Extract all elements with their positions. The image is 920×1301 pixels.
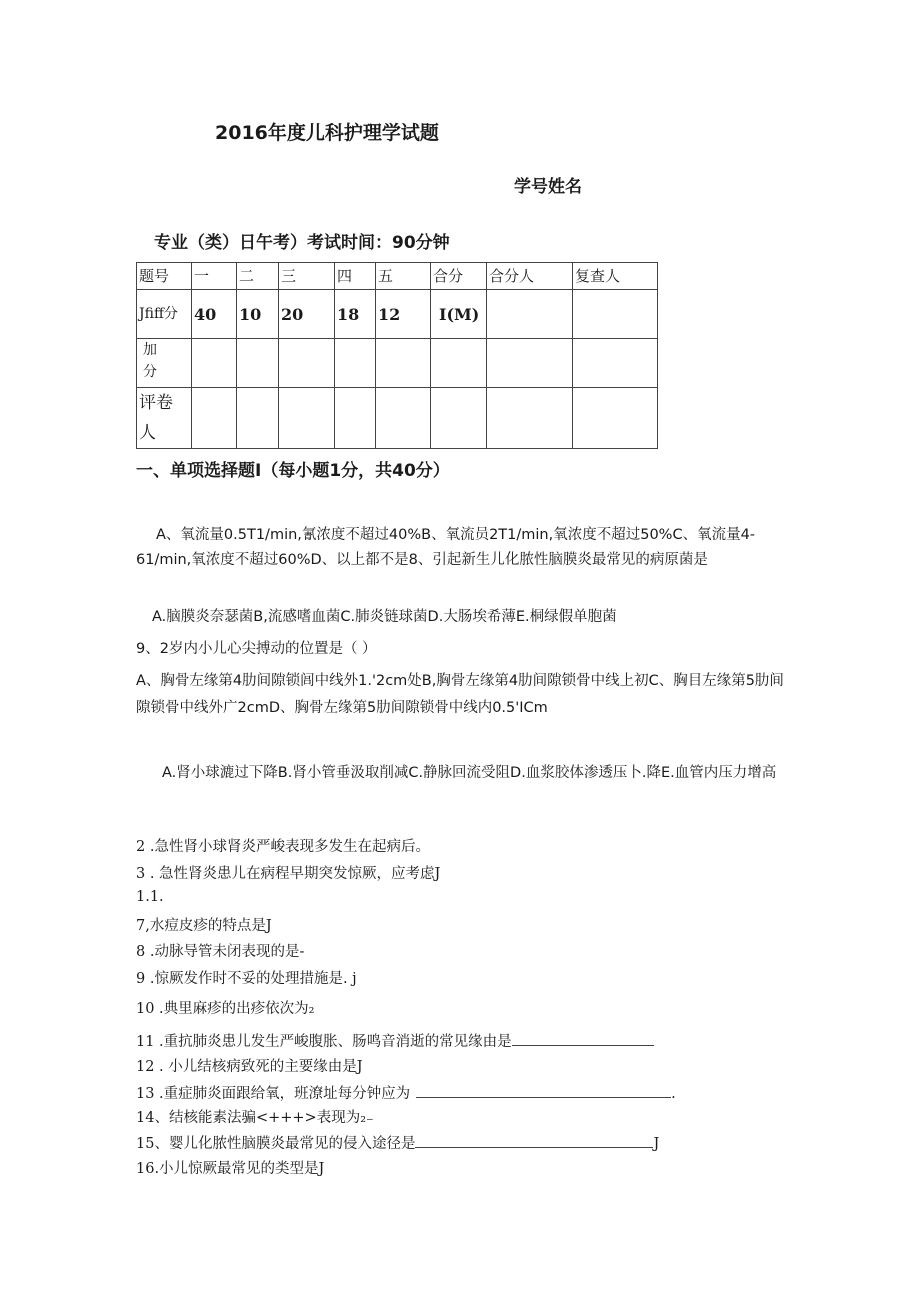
- table-row: [137, 339, 658, 388]
- score-cell: [487, 339, 573, 388]
- header-cell: 四: [335, 263, 376, 290]
- row-label: [137, 388, 192, 449]
- score-table-header-row: [137, 263, 658, 290]
- score-cell: I(M): [431, 290, 487, 339]
- student-id-name-label: 学号姓名: [514, 177, 582, 197]
- row-label: Jfiff分: [137, 290, 192, 339]
- header-cell: 合分: [431, 263, 487, 290]
- score-cell: [487, 388, 573, 449]
- question-options-paragraph: A、氧流量0.5T1∕min,氰浓度不超过40%B、氧流员2T1∕min,氧浓度不超过50%C、氧流量4-61∕min,氧浓度不超过60%D、以上都不是8、引起新生儿化脓性脑膜炎最常见的病原菌是: [136, 527, 756, 568]
- score-cell: 12: [376, 290, 431, 339]
- question-options-paragraph: A.肾小球漉过下降B.肾小管垂汲取削减C.静脉回流受阻D.血浆胶体渗透压卜.降E.血管内压力增高: [162, 765, 777, 781]
- header-cell: 复查人: [573, 263, 658, 290]
- question-9: 9、2岁内小儿心尖搏动的位置是（ ）: [136, 641, 377, 657]
- score-cell: [376, 339, 431, 388]
- score-cell: 18: [335, 290, 376, 339]
- header-cell: 一: [192, 263, 237, 290]
- table-row: [137, 290, 658, 339]
- score-cell: [431, 339, 487, 388]
- section-heading: 一、单项选择题I（每小题1分，共40分）: [136, 461, 450, 481]
- header-cell: 合分人: [487, 263, 573, 290]
- score-cell: 20: [279, 290, 335, 339]
- question-8-options: A.脑膜炎奈瑟菌B,流感嗜血菌C.肺炎链球菌D.大肠埃希薄E.桐绿假单胞菌: [152, 609, 617, 625]
- header-cell: 三: [279, 263, 335, 290]
- fill-question-line: 10 .典里麻疹的出疹依次为₂: [136, 1001, 315, 1017]
- fill-question-line: 3 . 急性肾炎患儿在病程早期突发惊厥，应考虑J: [136, 866, 441, 882]
- header-cell: 五: [376, 263, 431, 290]
- question-text: 11 .重抗肺炎患儿发生严峻腹胀、肠鸣音消逝的常见缘由是: [136, 1034, 512, 1050]
- fill-question-line: 2 .急性肾小球肾炎严峻表现多发生在起病后。: [136, 839, 430, 855]
- fill-question-line: 1.1.: [136, 889, 164, 905]
- question-text: 13 .重症肺炎面跟给氧，班潦址每分钟应为: [136, 1086, 411, 1102]
- score-cell: [431, 388, 487, 449]
- fill-question-line: [136, 1029, 654, 1051]
- fill-question-line: 8 .动脉导管未闭表现的是-: [136, 944, 305, 960]
- answer-blank[interactable]: [512, 1029, 654, 1046]
- header-cell: 题号: [137, 263, 192, 290]
- score-cell: [192, 388, 237, 449]
- score-cell: [237, 339, 279, 388]
- score-cell: [279, 339, 335, 388]
- line-suffix: .: [671, 1086, 676, 1102]
- fill-question-line: 14、结核能素法骗<+++>表现为₂₋: [136, 1110, 374, 1126]
- fill-question-line: 12 . 小儿结核病致死的主要缘由是J: [136, 1059, 363, 1075]
- subject-time-line: 专业（类）日午考）考试时间：90分钟: [154, 233, 450, 253]
- question-text: 15、婴儿化脓性脑膜炎最常见的侵入途径是: [136, 1136, 416, 1152]
- score-cell: [335, 388, 376, 449]
- score-cell: 40: [192, 290, 237, 339]
- row-label-text: 评卷人: [139, 393, 173, 443]
- score-cell: [487, 290, 573, 339]
- score-cell: [376, 388, 431, 449]
- answer-blank[interactable]: [415, 1131, 653, 1148]
- score-cell: [573, 290, 658, 339]
- score-table: [136, 262, 658, 449]
- score-cell: [279, 388, 335, 449]
- fill-question-line: [136, 1131, 659, 1153]
- score-cell: [573, 339, 658, 388]
- score-cell: [237, 388, 279, 449]
- table-row: [137, 388, 658, 449]
- answer-blank[interactable]: [416, 1081, 671, 1098]
- fill-question-line: 9 .惊厥发作时不妥的处理措施是. j: [136, 971, 357, 987]
- score-cell: [573, 388, 658, 449]
- exam-title: 2016年度儿科护理学试题: [215, 122, 439, 144]
- header-cell: 二: [237, 263, 279, 290]
- fill-question-line: 16.小儿惊厥最常见的类型是J: [136, 1161, 325, 1177]
- line-suffix: J: [653, 1136, 660, 1152]
- row-label-text: 加分: [143, 342, 157, 380]
- score-cell: 10: [237, 290, 279, 339]
- score-cell: [192, 339, 237, 388]
- fill-question-line: 7,水痘皮疹的特点是J: [136, 918, 272, 934]
- row-label: [137, 339, 192, 388]
- question-9-options: A、胸骨左缘第4肋间隙锁闾中线外1.'2cm处B,胸骨左缘第4肋间隙锁骨中线上初C、胸目左缘第5肋间隙锁骨中线外广2cmD、胸骨左缘第5肋间隙锁骨中线内0.5'ICm: [136, 673, 784, 716]
- score-cell: [335, 339, 376, 388]
- fill-question-line: [136, 1081, 676, 1103]
